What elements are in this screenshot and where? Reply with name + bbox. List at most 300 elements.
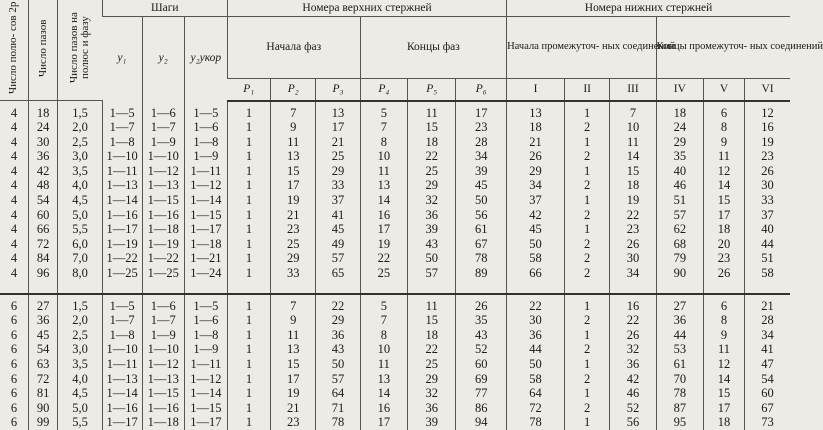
- table-cell: 1: [565, 299, 610, 314]
- table-cell: 64: [507, 386, 565, 401]
- table-cell: 14: [360, 193, 407, 208]
- table-cell: 2,5: [58, 135, 102, 150]
- table-cell: 19: [271, 386, 316, 401]
- table-cell: 22: [360, 251, 407, 266]
- table-cell: 4: [10, 163, 18, 178]
- table-row: [0, 222, 790, 237]
- table-row: [0, 106, 790, 121]
- table-cell: 4: [10, 134, 18, 149]
- table-cell: 28: [745, 313, 790, 328]
- table-cell: 4: [10, 251, 18, 266]
- table-cell: 63: [28, 357, 57, 372]
- table-cell: 1—19: [102, 237, 142, 252]
- table-cell: 17: [360, 222, 407, 237]
- table-cell: 90: [656, 266, 703, 281]
- header-roman-4: IV: [656, 78, 703, 101]
- table-cell: 71: [316, 401, 360, 416]
- table-cell: 11: [360, 164, 407, 179]
- table-cell: 11: [271, 328, 316, 343]
- table-cell: 6,0: [58, 237, 102, 252]
- table-cell: 1—12: [142, 164, 184, 179]
- table-cell: 14: [704, 372, 745, 387]
- table-cell: 1—7: [102, 120, 142, 135]
- table-row: [0, 193, 790, 208]
- table-cell: 1—24: [184, 266, 227, 281]
- table-cell: 5,0: [58, 208, 102, 223]
- table-cell: 57: [656, 208, 703, 223]
- table-cell: 35: [656, 149, 703, 164]
- table-cell: 50: [507, 237, 565, 252]
- table-cell: 24: [656, 120, 703, 135]
- table-cell: 36: [316, 328, 360, 343]
- table-cell: 36: [656, 313, 703, 328]
- table-cell: 23: [271, 222, 316, 237]
- table-cell: 26: [610, 237, 656, 252]
- table-cell: 16: [360, 208, 407, 223]
- table-cell: 4: [10, 207, 18, 222]
- header-p6: P₆: [456, 78, 507, 101]
- table-cell: 15: [610, 164, 656, 179]
- table-cell: 22: [507, 299, 565, 314]
- table-cell: 1—9: [142, 135, 184, 150]
- table-cell: 8: [360, 135, 407, 150]
- table-cell: 50: [456, 193, 507, 208]
- table-cell: 4: [10, 266, 18, 281]
- table-cell: 72: [507, 401, 565, 416]
- table-cell: 67: [745, 401, 790, 416]
- table-cell: 6: [10, 371, 18, 386]
- table-cell: 42: [610, 372, 656, 387]
- table-row: [0, 149, 790, 164]
- table-cell: 1—12: [184, 372, 227, 387]
- table-cell: 1—14: [102, 386, 142, 401]
- table-cell: 21: [271, 401, 316, 416]
- table-cell: 4: [10, 105, 18, 120]
- table-row: [0, 266, 790, 281]
- table-cell: 22: [316, 299, 360, 314]
- table-cell: 26: [456, 299, 507, 314]
- table-cell: 37: [316, 193, 360, 208]
- table-cell: 43: [408, 237, 456, 252]
- table-cell: 1—12: [184, 178, 227, 193]
- table-cell: 50: [316, 357, 360, 372]
- table-cell: 1: [227, 120, 270, 135]
- table-cell: 8,0: [58, 266, 102, 281]
- table-cell: 1—8: [102, 135, 142, 150]
- header-inter-end: Концы промежуточ- ных соединений: [656, 17, 790, 79]
- table-cell: 10: [360, 149, 407, 164]
- table-cell: 1—25: [102, 266, 142, 281]
- table-row: [0, 386, 790, 401]
- table-cell: 1—17: [102, 415, 142, 430]
- table-cell: 40: [656, 164, 703, 179]
- table-cell: 68: [656, 237, 703, 252]
- table-row: [0, 299, 790, 314]
- table-cell: 1: [227, 106, 270, 121]
- table-cell: 87: [656, 401, 703, 416]
- table-cell: 8: [360, 328, 407, 343]
- table-cell: 11: [408, 106, 456, 121]
- table-cell: 1—19: [142, 237, 184, 252]
- table-cell: 19: [271, 193, 316, 208]
- table-cell: 1—13: [102, 178, 142, 193]
- table-cell: 33: [316, 178, 360, 193]
- table-cell: 78: [507, 415, 565, 430]
- table-cell: 1—11: [184, 357, 227, 372]
- table-cell: 4,5: [58, 386, 102, 401]
- table-cell: 1: [227, 328, 270, 343]
- table-cell: 18: [656, 106, 703, 121]
- table-cell: 1—16: [102, 401, 142, 416]
- table-cell: 2: [565, 372, 610, 387]
- table-cell: 1—18: [184, 237, 227, 252]
- table-cell: 49: [316, 237, 360, 252]
- table-cell: 1: [565, 415, 610, 430]
- table-cell: 60: [28, 208, 57, 223]
- table-cell: 6: [10, 400, 18, 415]
- table-cell: 1—10: [102, 149, 142, 164]
- table-cell: 1—22: [142, 251, 184, 266]
- table-cell: 1—5: [184, 299, 227, 314]
- table-cell: 66: [507, 266, 565, 281]
- table-cell: 15: [704, 386, 745, 401]
- table-row: [0, 401, 790, 416]
- table-cell: 17: [456, 106, 507, 121]
- table-cell: 2,0: [58, 120, 102, 135]
- table-cell: 1: [227, 237, 270, 252]
- table-cell: 36: [408, 208, 456, 223]
- table-cell: 1: [227, 222, 270, 237]
- table-cell: 6: [10, 313, 18, 328]
- table-cell: 34: [745, 328, 790, 343]
- table-cell: 13: [271, 149, 316, 164]
- table-cell: 11: [408, 299, 456, 314]
- table-row: [0, 135, 790, 150]
- table-cell: 4: [10, 120, 18, 135]
- table-cell: 61: [656, 357, 703, 372]
- table-cell: 1—6: [142, 106, 184, 121]
- table-cell: 65: [316, 266, 360, 281]
- header-p5: P₅: [408, 78, 456, 101]
- table-cell: 99: [28, 415, 57, 430]
- table-cell: 13: [507, 106, 565, 121]
- table-row: [0, 415, 790, 430]
- table-cell: 41: [316, 208, 360, 223]
- table-cell: 6: [704, 106, 745, 121]
- table-cell: 57: [408, 266, 456, 281]
- table-cell: 1—11: [184, 164, 227, 179]
- table-cell: 51: [656, 193, 703, 208]
- table-cell: 72: [28, 372, 57, 387]
- table-cell: 34: [507, 178, 565, 193]
- table-cell: 29: [271, 251, 316, 266]
- table-cell: 43: [456, 328, 507, 343]
- table-cell: 1—15: [184, 208, 227, 223]
- table-cell: 62: [656, 222, 703, 237]
- table-cell: 84: [28, 251, 57, 266]
- table-cell: 22: [610, 208, 656, 223]
- table-cell: 89: [456, 266, 507, 281]
- header-phase-end: Концы фаз: [360, 17, 506, 79]
- table-cell: 13: [316, 106, 360, 121]
- table-cell: 48: [28, 178, 57, 193]
- header-p3: P₃: [316, 78, 360, 101]
- table-cell: 17: [271, 178, 316, 193]
- header-p1: P₁: [227, 78, 270, 101]
- table-cell: 20: [704, 237, 745, 252]
- table-cell: 57: [316, 251, 360, 266]
- table-cell: 17: [316, 120, 360, 135]
- table-cell: 44: [656, 328, 703, 343]
- table-cell: 29: [656, 135, 703, 150]
- table-cell: 1—7: [142, 313, 184, 328]
- table-cell: 30: [28, 135, 57, 150]
- table-cell: 1: [227, 266, 270, 281]
- table-cell: 3,0: [58, 149, 102, 164]
- table-cell: 2: [565, 251, 610, 266]
- table-cell: 30: [745, 178, 790, 193]
- table-cell: 27: [28, 299, 57, 314]
- table-cell: 19: [360, 237, 407, 252]
- table-cell: 2: [565, 342, 610, 357]
- table-cell: 1—6: [184, 313, 227, 328]
- table-cell: 1: [565, 328, 610, 343]
- table-cell: 29: [316, 164, 360, 179]
- table-cell: 5,5: [58, 415, 102, 430]
- table-cell: 4,5: [58, 193, 102, 208]
- table-cell: 66: [28, 222, 57, 237]
- table-cell: 18: [408, 135, 456, 150]
- table-cell: 1: [227, 178, 270, 193]
- table-cell: 60: [745, 386, 790, 401]
- table-cell: 17: [704, 208, 745, 223]
- table-cell: 1—22: [102, 251, 142, 266]
- table-cell: 4: [10, 193, 18, 208]
- table-cell: 10: [360, 342, 407, 357]
- table-cell: 2: [565, 178, 610, 193]
- table-cell: 46: [610, 386, 656, 401]
- header-roman-6: VI: [745, 78, 790, 101]
- table-cell: 1—6: [184, 120, 227, 135]
- table-cell: 2: [565, 401, 610, 416]
- table-cell: 1: [565, 164, 610, 179]
- header-roman-3: III: [610, 78, 656, 101]
- table-cell: 6: [10, 386, 18, 401]
- table-cell: 39: [408, 415, 456, 430]
- table-cell: 1: [565, 357, 610, 372]
- table-cell: 23: [610, 222, 656, 237]
- table-cell: 67: [456, 237, 507, 252]
- table-cell: 6: [704, 299, 745, 314]
- table-cell: 2: [565, 208, 610, 223]
- table-cell: 78: [456, 251, 507, 266]
- table-cell: 17: [360, 415, 407, 430]
- table-cell: 25: [271, 237, 316, 252]
- table-cell: 14: [360, 386, 407, 401]
- table-cell: 90: [28, 401, 57, 416]
- table-cell: 1—15: [142, 193, 184, 208]
- table-cell: 1: [227, 342, 270, 357]
- table-cell: 14: [610, 149, 656, 164]
- table-cell: 1: [227, 251, 270, 266]
- table-cell: 81: [28, 386, 57, 401]
- table-cell: 29: [408, 372, 456, 387]
- table-cell: 4: [10, 178, 18, 193]
- header-steps: Шаги: [102, 0, 227, 17]
- table-cell: 1—8: [102, 328, 142, 343]
- table-cell: 6: [10, 357, 18, 371]
- table-cell: 7: [271, 106, 316, 121]
- table-cell: 1—18: [142, 415, 184, 430]
- header-poles: Число полю- сов 2p: [0, 0, 28, 101]
- header-roman-5: V: [704, 78, 745, 101]
- table-cell: 1—17: [184, 415, 227, 430]
- table-cell: 1—18: [142, 222, 184, 237]
- table-cell: 39: [408, 222, 456, 237]
- table-cell: 1—25: [142, 266, 184, 281]
- table-cell: 72: [28, 237, 57, 252]
- table-cell: 36: [610, 357, 656, 372]
- table-cell: 23: [271, 415, 316, 430]
- header-y2: y₂: [142, 17, 184, 101]
- table-cell: 60: [456, 357, 507, 372]
- table-cell: 23: [704, 251, 745, 266]
- table-cell: 1: [227, 164, 270, 179]
- table-cell: 56: [610, 415, 656, 430]
- table-cell: 36: [28, 313, 57, 328]
- table-cell: 1,5: [58, 106, 102, 121]
- table-cell: 26: [507, 149, 565, 164]
- table-cell: 1—5: [102, 106, 142, 121]
- table-cell: 1: [565, 106, 610, 121]
- header-p2: P₂: [271, 78, 316, 101]
- table-cell: 18: [408, 328, 456, 343]
- table-cell: 22: [408, 149, 456, 164]
- table-cell: 1—21: [184, 251, 227, 266]
- table-cell: 23: [456, 120, 507, 135]
- table-cell: 7: [360, 120, 407, 135]
- table-cell: 77: [456, 386, 507, 401]
- table-cell: 29: [316, 313, 360, 328]
- table-cell: 1—16: [142, 208, 184, 223]
- table-cell: 6: [10, 415, 18, 430]
- table-cell: 86: [456, 401, 507, 416]
- table-cell: 25: [408, 357, 456, 372]
- table-cell: 23: [745, 149, 790, 164]
- table-cell: 1—17: [102, 222, 142, 237]
- table-cell: 8: [704, 313, 745, 328]
- table-cell: 10: [610, 120, 656, 135]
- header-upper-bars: Номера верхних стержней: [227, 0, 506, 17]
- table-cell: 53: [656, 342, 703, 357]
- header-inter-start: Начала промежуточ- ных соединений: [507, 17, 657, 79]
- table-cell: 25: [360, 266, 407, 281]
- table-cell: 1: [227, 357, 270, 372]
- table-cell: 21: [271, 208, 316, 223]
- table-cell: 1—9: [142, 328, 184, 343]
- table-cell: 56: [456, 208, 507, 223]
- table-cell: 95: [656, 415, 703, 430]
- table-cell: 34: [610, 266, 656, 281]
- header-p4: P₄: [360, 78, 407, 101]
- table-cell: 61: [456, 222, 507, 237]
- table-cell: 5,5: [58, 222, 102, 237]
- table-row: [0, 328, 790, 343]
- table-cell: 36: [408, 401, 456, 416]
- table-cell: 35: [456, 313, 507, 328]
- table-cell: 18: [507, 120, 565, 135]
- table-cell: 1: [565, 222, 610, 237]
- table-cell: 4,0: [58, 372, 102, 387]
- header-slots-per-pole-phase: Число пазов на полюс и фазу: [58, 0, 102, 101]
- table-cell: 50: [408, 251, 456, 266]
- table-cell: 32: [408, 193, 456, 208]
- table-cell: 1—6: [142, 299, 184, 314]
- table-cell: 1—13: [142, 372, 184, 387]
- table-cell: 15: [271, 357, 316, 372]
- table-cell: 4: [10, 236, 18, 251]
- table-cell: 17: [271, 372, 316, 387]
- table-cell: 9: [704, 135, 745, 150]
- table-cell: 1—7: [142, 120, 184, 135]
- table-cell: 58: [507, 251, 565, 266]
- table-cell: 18: [28, 106, 57, 121]
- table-cell: 1: [227, 401, 270, 416]
- header-roman-1: I: [507, 78, 565, 101]
- table-cell: 1: [565, 386, 610, 401]
- table-cell: 24: [28, 120, 57, 135]
- table-body: [0, 101, 790, 430]
- table-cell: 54: [28, 342, 57, 357]
- table-cell: 42: [28, 164, 57, 179]
- table-cell: 1: [565, 135, 610, 150]
- table-cell: 12: [704, 357, 745, 372]
- table-cell: 36: [507, 328, 565, 343]
- table-cell: 13: [360, 372, 407, 387]
- table-cell: 54: [28, 193, 57, 208]
- table-cell: 1—10: [142, 149, 184, 164]
- table-cell: 46: [656, 178, 703, 193]
- table-cell: 2: [565, 120, 610, 135]
- table-cell: 22: [610, 313, 656, 328]
- table-cell: 2: [565, 149, 610, 164]
- table-cell: 1: [565, 193, 610, 208]
- table-cell: 9: [271, 313, 316, 328]
- table-cell: 39: [456, 164, 507, 179]
- table-cell: 3,5: [58, 164, 102, 179]
- table-cell: 13: [271, 342, 316, 357]
- table-cell: 1—15: [184, 401, 227, 416]
- table-row: [0, 120, 790, 135]
- table-cell: 1—10: [102, 342, 142, 357]
- table-cell: 47: [745, 357, 790, 372]
- table-cell: 25: [408, 164, 456, 179]
- table-cell: 1—13: [102, 372, 142, 387]
- table-cell: 4: [10, 149, 18, 164]
- table-cell: 30: [507, 313, 565, 328]
- table-cell: 6: [10, 342, 18, 357]
- table-cell: 1—5: [184, 106, 227, 121]
- table-cell: 17: [704, 401, 745, 416]
- header-roman-2: II: [565, 78, 610, 101]
- table-cell: 26: [610, 328, 656, 343]
- table-cell: 54: [745, 372, 790, 387]
- table-cell: 28: [456, 135, 507, 150]
- table-cell: 44: [507, 342, 565, 357]
- table-cell: 11: [271, 135, 316, 150]
- table-cell: 33: [271, 266, 316, 281]
- table-cell: 8: [704, 120, 745, 135]
